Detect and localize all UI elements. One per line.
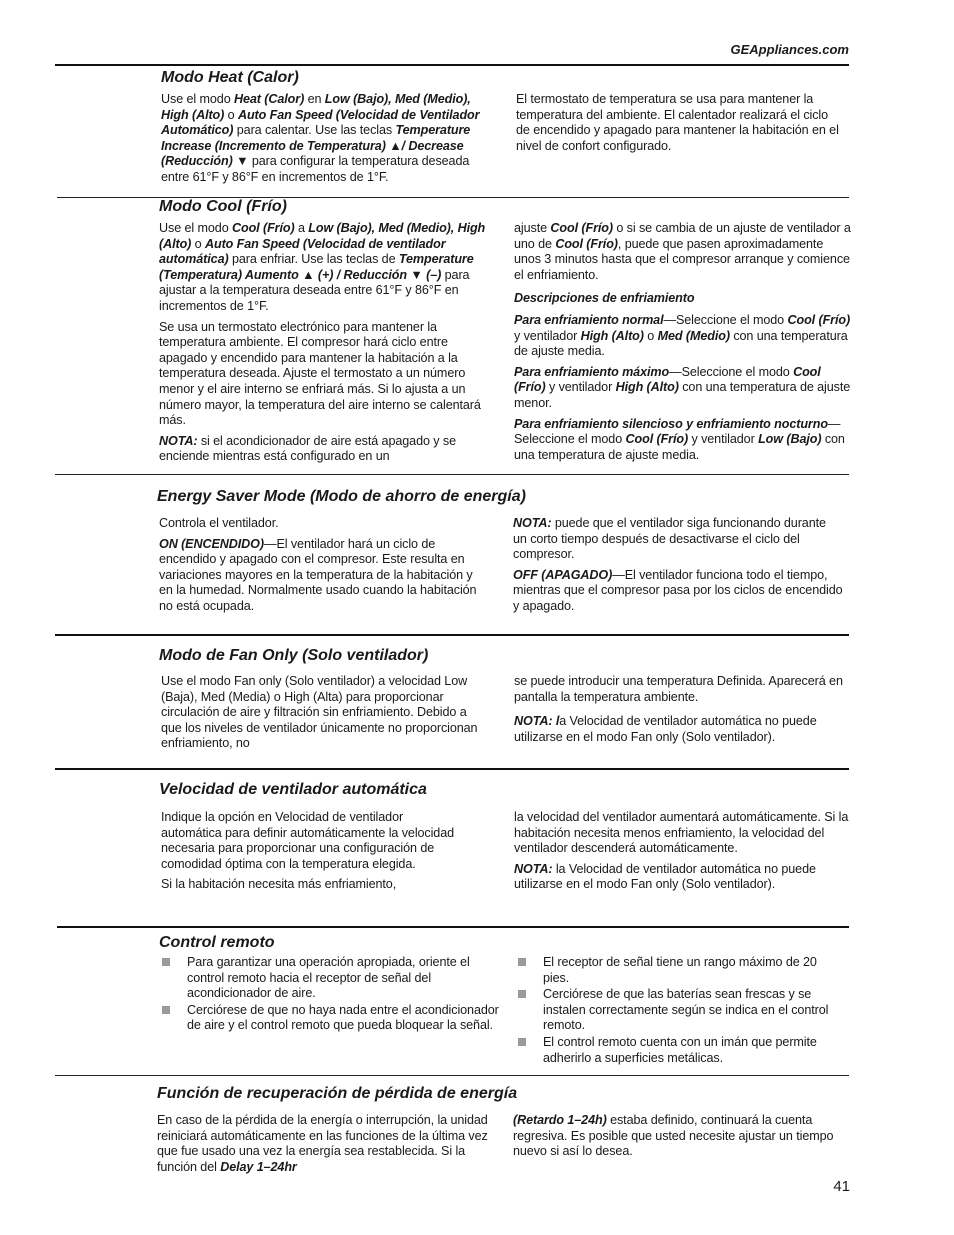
bullet-square-icon bbox=[162, 958, 170, 966]
fan-left-text: Use el modo Fan only (Solo ventilador) a velocidad Low (Baja), Med (Media) o High (Alta) para proporcionar circulación de aire y filtración sin enfriamiento. Debido a que los niveles de ventilador únicamente no proporcionan enfriamiento, no bbox=[161, 674, 478, 751]
recovery-title: Función de recuperación de pérdida de energía bbox=[157, 1085, 518, 1102]
bullet-square-icon bbox=[518, 1038, 526, 1046]
remote-right-list bbox=[516, 955, 846, 1067]
section-divider bbox=[55, 634, 849, 636]
list-item: El receptor de señal tiene un rango máximo de 20 pies. bbox=[516, 955, 846, 986]
cool-left-text: Use el modo Cool (Frío) a Low (Bajo), Med (Medio), High (Alto) o Auto Fan Speed (Velocidad de ventilador automática) para enfriar. Use las teclas de Temperature (Temperatura) Aumento ▲ (+) / Reducción ▼ (–) para ajustar a la temperatura deseada entre 61°F y 86°F en incrementos de 1°F. Se usa un termostato electrónico para mantener la temperatura ambiente. El compresor hará ciclo entre apagado y encendido para mantener la habitación a la temperatura deseada. Ajuste el termostato a un número menor y el aire interno se enfriará más. Si lo ajusta a un número mayor, la temperatura del aire interno se calentará más. NOTA: si el acondicionador de aire está apagado y se enciende mientras está configurado en un bbox=[159, 221, 486, 464]
fan-right-text: se puede introducir una temperatura Definida. Aparecerá en pantalla la temperatura ambiente. NOTA: la Velocidad de ventilador automática no puede utilizarse en el modo Fan only (Solo ventilador). bbox=[514, 674, 843, 744]
section-divider bbox=[55, 474, 849, 475]
energy-left-text: Controla el ventilador. ON (ENCENDIDO)—El ventilador hará un ciclo de encendido y apagado con el compresor. Este resulta en variaciones mayores en la temperatura de la habitación y en la humedad. Normalmente usado cuando la habitación no está ocupada. bbox=[159, 516, 477, 613]
cool-right-text: ajuste Cool (Frío) o si se cambia de un ajuste de ventilador a uno de Cool (Frío), puede que pasen aproximadamente unos 3 minutos hasta que el compresor arranque y comience el enfriamiento. Descripciones de enfriamiento Para enfriamiento normal—Seleccione el modo Cool (Frío) y ventilador High (Alto) o Med (Medio) con una temperatura de ajuste media. Para enfriamiento máximo—Seleccione el modo Cool (Frío) y ventilador High (Alto) con una temperatura de ajuste menor. Para enfriamiento silencioso y enfriamiento nocturno—Seleccione el modo Cool (Frío) y ventilador Low (Bajo) con una temperatura de ajuste media. bbox=[514, 221, 851, 462]
section-divider bbox=[55, 768, 849, 770]
heat-title: Modo Heat (Calor) bbox=[161, 69, 299, 86]
remote-title: Control remoto bbox=[159, 934, 275, 951]
auto-right-text: la velocidad del ventilador aumentará automáticamente. Si la habitación necesita menos enfriamiento, la velocidad del ventilador descenderá automáticamente. NOTA: la Velocidad de ventilador automática no puede utilizarse en el modo Fan only (Solo ventilador). bbox=[514, 810, 849, 892]
energy-right-text: NOTA: puede que el ventilador siga funcionando durante un corto tiempo después de desactivarse el ciclo del compresor. OFF (APAGADO)—El ventilador funciona todo el tiempo, mientras que el compresor pasa por los ciclos de encendido y apagado. bbox=[513, 516, 843, 613]
cool-title: Modo Cool (Frío) bbox=[159, 198, 287, 215]
heat-left-text: Use el modo Heat (Calor) en Low (Bajo), Med (Medio), High (Alto) o Auto Fan Speed (Velocidad de Ventilador Automático) para calentar. Use las teclas Temperature Increase (Incremento de Temperatura) ▲/ Decrease (Reducción) ▼ para configurar la temperatura deseada entre 61°F y 86°F en incrementos de 1°F. bbox=[161, 92, 480, 184]
list-item: Cerciórese de que no haya nada entre el acondicionador de aire y el control remoto que pueda bloquear la señal. bbox=[160, 1003, 500, 1034]
section-divider bbox=[55, 1075, 849, 1076]
list-item: Para garantizar una operación apropiada, oriente el control remoto hacia el receptor de señal del acondicionador de aire. bbox=[160, 955, 500, 1002]
remote-left-list bbox=[160, 955, 500, 1035]
recovery-left-text: En caso de la pérdida de la energía o interrupción, la unidad reiniciará automáticamente en las funciones de la última vez que fue usado una vez la energía sea restablecida. Si la función del Delay 1–24hr bbox=[157, 1113, 488, 1174]
fan-title: Modo de Fan Only (Solo ventilador) bbox=[159, 647, 429, 664]
list-item: El control remoto cuenta con un imán que permite adherirlo a superficies metálicas. bbox=[516, 1035, 846, 1066]
page-number: 41 bbox=[833, 1178, 850, 1195]
bullet-square-icon bbox=[518, 990, 526, 998]
list-item: Cerciórese de que las baterías sean frescas y se instalen correctamente según se indica en el control remoto. bbox=[516, 987, 846, 1034]
bullet-square-icon bbox=[162, 1006, 170, 1014]
section-divider bbox=[57, 926, 849, 928]
auto-left-text: Indique la opción en Velocidad de ventilador automática para definir automáticamente la velocidad necesaria para proporcionar una configuración de comodidad óptima con la temperatura elegida. Si la habitación necesita más enfriamiento, bbox=[161, 810, 455, 892]
heat-right-text: El termostato de temperatura se usa para mantener la temperatura del ambiente. El calentador realizará el ciclo de encendido y apagado para mantener la habitación en el nivel de confort configurado. bbox=[516, 92, 839, 153]
auto-title: Velocidad de ventilador automática bbox=[159, 781, 427, 798]
recovery-right-text: (Retardo 1–24h) estaba definido, continuará la cuenta regresiva. Es posible que usted necesite ajustar un tiempo nuevo si así lo desea. bbox=[513, 1113, 834, 1159]
section-divider bbox=[55, 64, 849, 66]
bullet-square-icon bbox=[518, 958, 526, 966]
site-url: GEAppliances.com bbox=[730, 42, 849, 57]
energy-title: Energy Saver Mode (Modo de ahorro de energía) bbox=[157, 488, 526, 505]
